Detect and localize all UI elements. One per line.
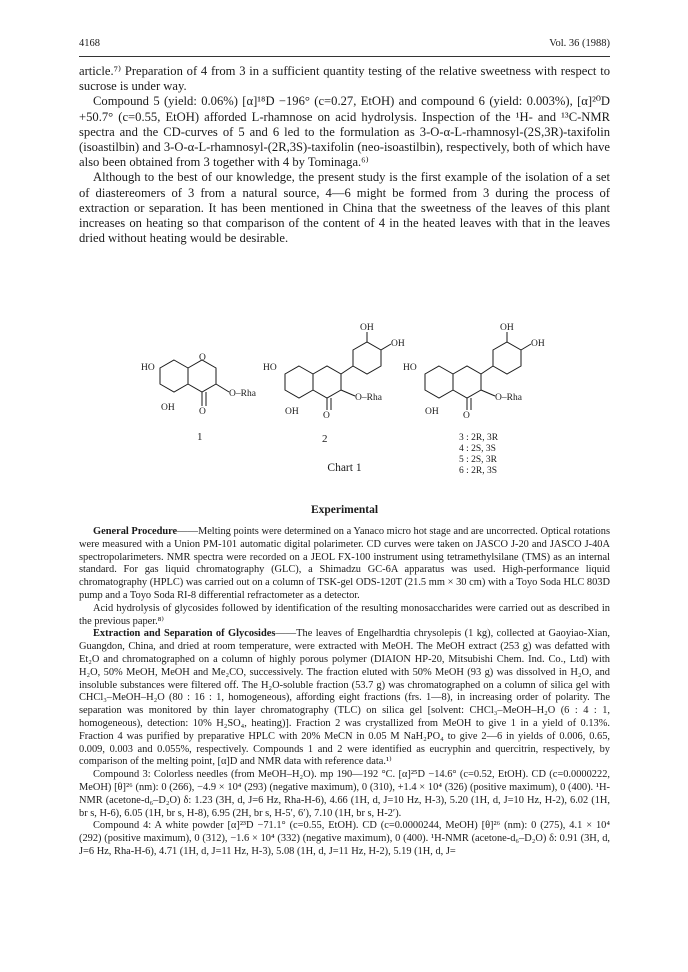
label-oh: OH <box>161 403 175 413</box>
general-procedure: General Procedure——Melting points were determined on a Yanaco micro hot stage and are uncorrected. Optical rotations were measured with a Union PM-101 automatic digital polarimeter. CD curves were taken on JASCO J-20 and JASCO J-40A spectropolarimeters. NMR spectra were recorded on a JEOL FX-100 instrument using tetramethylsilane (TMS) as an internal standard. For gas liquid chromatography (GLC), a Shimadzu GC-6A apparatus was used. High-performance liquid chromatography (HPLC) was carried out on a column of TSK-gel ODS-120T (21.5 mm × 30 cm) with a Toyo Soda HLC 803D pump and a Toyo Soda RI-8 differential refractometer as a detector. <box>79 526 610 601</box>
label-orha: O–Rha <box>495 393 522 403</box>
label-oh: OH <box>285 407 299 417</box>
label-oh-right: OH <box>531 339 545 349</box>
experimental-text <box>79 526 610 859</box>
label-orha: O–Rha <box>229 389 256 399</box>
paragraph: Compound 5 (yield: 0.06%) [α]¹⁸D −196° (c=0.27, EtOH) and compound 6 (yield: 0.003%), [α]²⁰D +50.7° (c=0.55, EtOH) afforded L-rhamnose on acid hydrolysis. Inspection of the ¹H- and ¹³C-NMR spectra and the CD-curves of 5 and 6 led to the formulation as 3-O-α-L-rhamnosyl-(2S,3R)-taxifolin (isoastilbin) and 3-O-α-L-rhamnosyl-(2R,3S)-taxifolin (neo-isoastilbin), respectively, both of which have also been obtained from 3 together with 4 by Tominaga.⁶⁾ <box>79 94 610 170</box>
paragraph-heading: Extraction and Separation of Glycosides <box>93 628 276 640</box>
label-oh-right: OH <box>391 339 405 349</box>
acid-hydrolysis: Acid hydrolysis of glycosides followed by identification of the resulting monosaccharides were carried out as described in the previous paper.⁸⁾ <box>79 602 610 627</box>
structure-3-6 <box>403 323 545 476</box>
stereo-5: 5 : 2S, 3R <box>459 455 498 465</box>
running-header <box>79 38 610 54</box>
compound-3-data: Compound 3: Colorless needles (from MeOH–H₂O). mp 190—192 °C. [α]²⁵D −14.6° (c=0.52, EtOH). CD (c=0.0000222, MeOH) [θ]²⁶ (nm): 0 (266), −4.9 × 10⁴ (293) (negative maximum), 0 (310), +1.4 × 10⁴ (326) (positive maximum), 0 (400). ¹H-NMR (acetone-d₆–D₂O) δ: 1.23 (3H, d, J=6 Hz, Rha-H-6), 4.66 (1H, d, J=10 Hz, H-3), 5.20 (1H, d, J=10 Hz, H-2), 6.02 (1H, br s, H-6), 6.05 (1H, br s, H-8), 6.95 (2H, br s, H-5′, 6′), 7.10 (1H, br s, H-2′). <box>79 769 610 819</box>
structure-label: 1 <box>197 431 203 443</box>
paragraph: Although to the best of our knowledge, the present study is the first example of the isolation of a set of diastereomers of 3 from a natural source, 4—6 might be formed from 3 during the process of extraction or separation. It has been mentioned in China that the sweetness of the leaves of this plant increases on heating so that comparison of the content of 4 in the heated leaves with that in the leaves dried without heating would be desirable. <box>79 170 610 246</box>
chemical-structures <box>79 323 610 480</box>
svg-text:O: O <box>199 353 206 363</box>
structure-1 <box>141 353 257 443</box>
stereo-6: 6 : 2R, 3S <box>459 466 498 476</box>
extraction-procedure: Extraction and Separation of Glycosides——The leaves of Engelhardtia chrysolepis (1 kg), collected at Gaoyiao-Xian, Guangdon, China, and dried at room temperature, were extracted with MeOH. The MeOH extract (253 g) was defatted with Et₂O and chromatographed on a column of highly porous polymer (DIAION HP-20, Mitsubishi Chem. Ind. Co., Ltd) with H₂O, 50% MeOH, MeOH and Me₂CO, successively. The fraction eluted with 50% MeOH (93 g) was dissolved in H₂O, and insoluble substances were filtered off. The H₂O-soluble fraction (53.7 g) was chromatographed on a column of silica gel with CHCl₃–MeOH–H₂O (80 : 16 : 1, homogeneous), affording eight fractions (frs. 1—8), in increasing order of polarity. The separation was monitored by thin layer chromatography (TLC) on silica gel [solvent: CHCl₃–MeOH–H₂O (6 : 4 : 1, homogeneous), detection: 10% H₂SO₄, heating)]. Fraction 2 was crystallized from MeOH to give 1 in a yield of 0.13%. Fraction 4 was purified by preparative HPLC with 20% MeCN in 0.05 M NaH₂PO₄ to give 2—6 in yields of 0.006, 0.65, 0.009, 0.003 and 0.055%, respectively. Compounds 1 and 2 were identified as eucryphin and quercitrin, respectively, by comparison of the melting point, [α]D and NMR data with reference data.¹⁾ <box>79 628 610 768</box>
label-orha: O–Rha <box>355 393 382 403</box>
label-oh-top: OH <box>500 323 514 333</box>
structure-label: 2 <box>322 433 328 445</box>
stereo-3: 3 : 2R, 3R <box>459 433 499 443</box>
svg-text:O: O <box>323 411 330 421</box>
label-oh: OH <box>425 407 439 417</box>
label-ho: HO <box>403 363 417 373</box>
page-number: 4168 <box>79 38 100 49</box>
structure-2 <box>263 323 405 445</box>
label-ho: HO <box>141 363 155 373</box>
intro-text <box>79 64 610 246</box>
section-title: Experimental <box>310 504 379 516</box>
paragraph-heading: General Procedure <box>93 526 178 537</box>
svg-text:O: O <box>463 411 470 421</box>
label-ho: HO <box>263 363 277 373</box>
compound-4-data: Compound 4: A white powder [α]²³D −71.1° (c=0.55, EtOH). CD (c=0.0000244, MeOH) [θ]²⁶ (nm): 0 (275), 4.1 × 10⁴ (292) (positive maximum), 0 (312), −1.6 × 10⁴ (332) (negative maximum), 0 (400). ¹H-NMR (acetone-d₆–D₂O) δ: 0.91 (3H, d, J=6 Hz, Rha-H-6), 4.71 (1H, d, J=11 Hz, H-3), 5.08 (1H, d, J=11 Hz, H-2), 5.19 (1H, d, J= <box>79 820 610 857</box>
stereo-4: 4 : 2S, 3S <box>459 444 496 454</box>
header-rule <box>79 56 610 57</box>
volume-label: Vol. 36 (1988) <box>549 38 610 49</box>
svg-text:O: O <box>199 407 206 417</box>
chart-caption: Chart 1 <box>327 462 362 474</box>
paragraph: article.⁷⁾ Preparation of 4 from 3 in a sufficient quantity testing of the relative sweetness with respect to sucrose is under way. <box>79 64 610 94</box>
label-oh-top: OH <box>360 323 374 333</box>
